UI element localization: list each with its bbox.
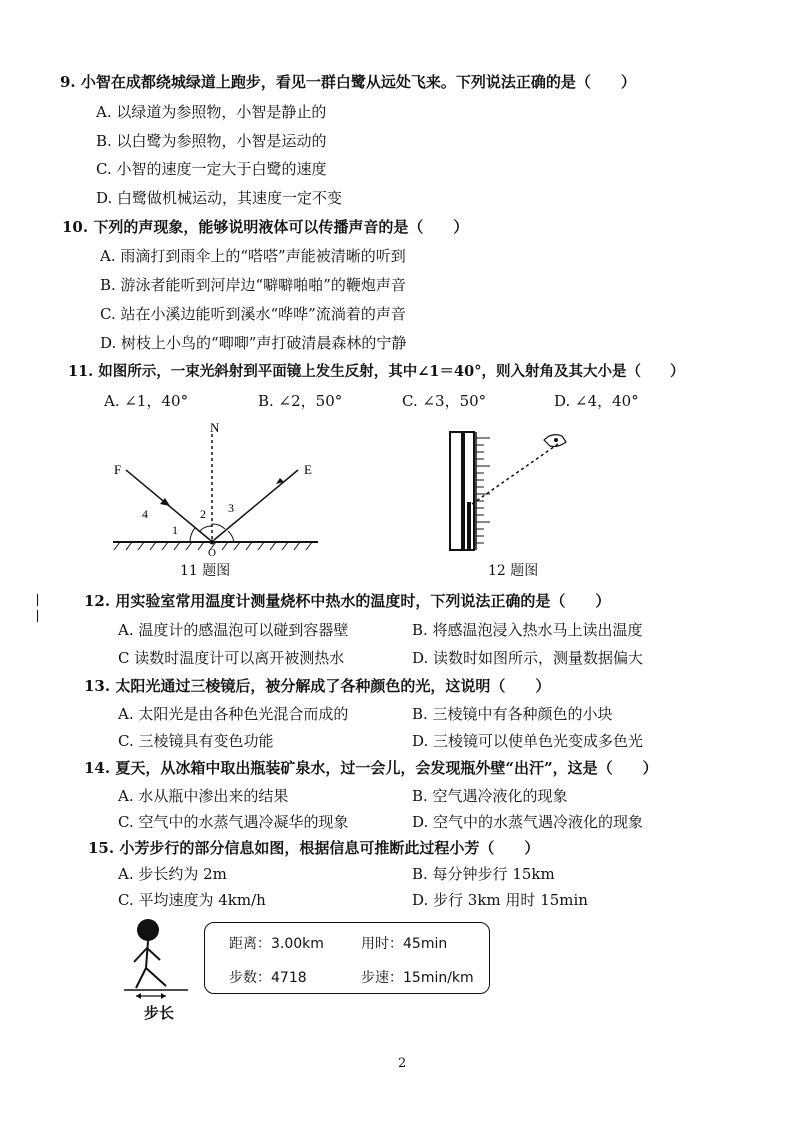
q10-option-b: B. 游泳者能听到河岸边“噼噼啪啪”的鞭炮声音	[100, 276, 406, 294]
q12-option-b: B. 将感温泡浸入热水马上读出温度	[412, 621, 643, 639]
q12-option-d: D. 读数时如图所示，测量数据偏大	[412, 649, 644, 667]
angle-1-label: 1	[172, 523, 178, 537]
q13-stem: 13. 太阳光通过三棱镜后，被分解成了各种颜色的光，这说明（ ）	[84, 677, 551, 695]
q14-option-a: A. 水从瓶中渗出来的结果	[118, 787, 289, 805]
q11-option-a: A. ∠1，40°	[104, 392, 189, 410]
thermometer-diagram	[440, 428, 580, 556]
walking-info-panel	[204, 922, 490, 994]
q9-option-c: C. 小智的速度一定大于白鹭的速度	[96, 160, 327, 178]
q11-stem: 11. 如图所示，一束光斜射到平面镜上发生反射，其中∠1＝40°，则入射角及其大小是（ ）	[68, 363, 685, 380]
pace-value: 步速：15min/km	[361, 970, 474, 986]
q12-option-a: A. 温度计的感温泡可以碰到容器壁	[118, 621, 349, 639]
ray-f-label: F	[114, 462, 122, 477]
normal-label: N	[210, 420, 220, 435]
q11-option-c: C. ∠3，50°	[402, 392, 487, 410]
figure-12-caption: 12 题图	[488, 563, 539, 579]
q15-stem: 15. 小芳步行的部分信息如图，根据信息可推断此过程小芳（ ）	[88, 839, 540, 857]
angle-4-label: 4	[142, 507, 148, 521]
angle-3-label: 3	[228, 501, 234, 515]
q14-option-b: B. 空气遇冷液化的现象	[412, 787, 568, 805]
walker-figure	[122, 918, 194, 1000]
q10-option-a: A. 雨滴打到雨伞上的“嗒嗒”声能被清晰的听到	[100, 247, 406, 265]
time-value: 用时：45min	[361, 936, 448, 952]
steps-value: 步数：4718	[229, 970, 307, 986]
q15-option-a: A. 步长约为 2m	[118, 865, 227, 883]
q13-option-a: A. 太阳光是由各种色光混合而成的	[118, 705, 349, 723]
q15-option-b: B. 每分钟步行 15km	[412, 865, 555, 883]
step-length-label: 步长	[144, 1004, 175, 1022]
q9-option-b: B. 以白鹭为参照物，小智是运动的	[96, 132, 327, 150]
q14-stem: 14. 夏天，从冰箱中取出瓶装矿泉水，过一会儿，会发现瓶外壁“出汗”，这是（ ）	[84, 759, 658, 777]
angle-2-label: 2	[200, 507, 206, 521]
q15-option-d: D. 步行 3km 用时 15min	[412, 891, 588, 909]
q9-option-a: A. 以绿道为参照物，小智是静止的	[96, 103, 327, 121]
q10-option-c: C. 站在小溪边能听到溪水“哗哗”流淌着的声音	[100, 305, 406, 323]
margin-mark	[37, 610, 38, 622]
q15-option-c: C. 平均速度为 4km/h	[118, 891, 266, 909]
q14-option-d: D. 空气中的水蒸气遇冷液化的现象	[412, 813, 644, 831]
q9-option-d: D. 白鹭做机械运动，其速度一定不变	[96, 189, 343, 207]
page-number: 2	[398, 1056, 407, 1071]
reflection-diagram	[108, 418, 328, 558]
q13-option-d: D. 三棱镜可以使单色光变成多色光	[412, 732, 644, 750]
q13-option-c: C. 三棱镜具有变色功能	[118, 732, 274, 750]
q11-option-b: B. ∠2，50°	[258, 392, 343, 410]
q10-option-d: D. 树枝上小鸟的“唧唧”声打破清晨森林的宁静	[100, 334, 407, 352]
figure-11-caption: 11 题图	[180, 563, 231, 579]
q13-option-b: B. 三棱镜中有各种颜色的小块	[412, 705, 613, 723]
q10-stem: 10. 下列的声现象，能够说明液体可以传播声音的是（ ）	[62, 218, 469, 236]
point-o-label: O	[208, 547, 216, 558]
ray-e-label: E	[304, 462, 312, 477]
q9-stem: 9. 小智在成都绕城绿道上跑步，看见一群白鹭从远处飞来。下列说法正确的是（ ）	[60, 73, 636, 91]
q12-stem: 12. 用实验室常用温度计测量烧杯中热水的温度时，下列说法正确的是（ ）	[84, 592, 611, 610]
margin-mark	[37, 594, 38, 606]
q11-option-d: D. ∠4，40°	[554, 392, 639, 410]
q14-option-c: C. 空气中的水蒸气遇冷凝华的现象	[118, 813, 349, 831]
q12-option-c: C 读数时温度计可以离开被测热水	[118, 649, 345, 667]
distance-value: 距离：3.00km	[229, 936, 324, 952]
